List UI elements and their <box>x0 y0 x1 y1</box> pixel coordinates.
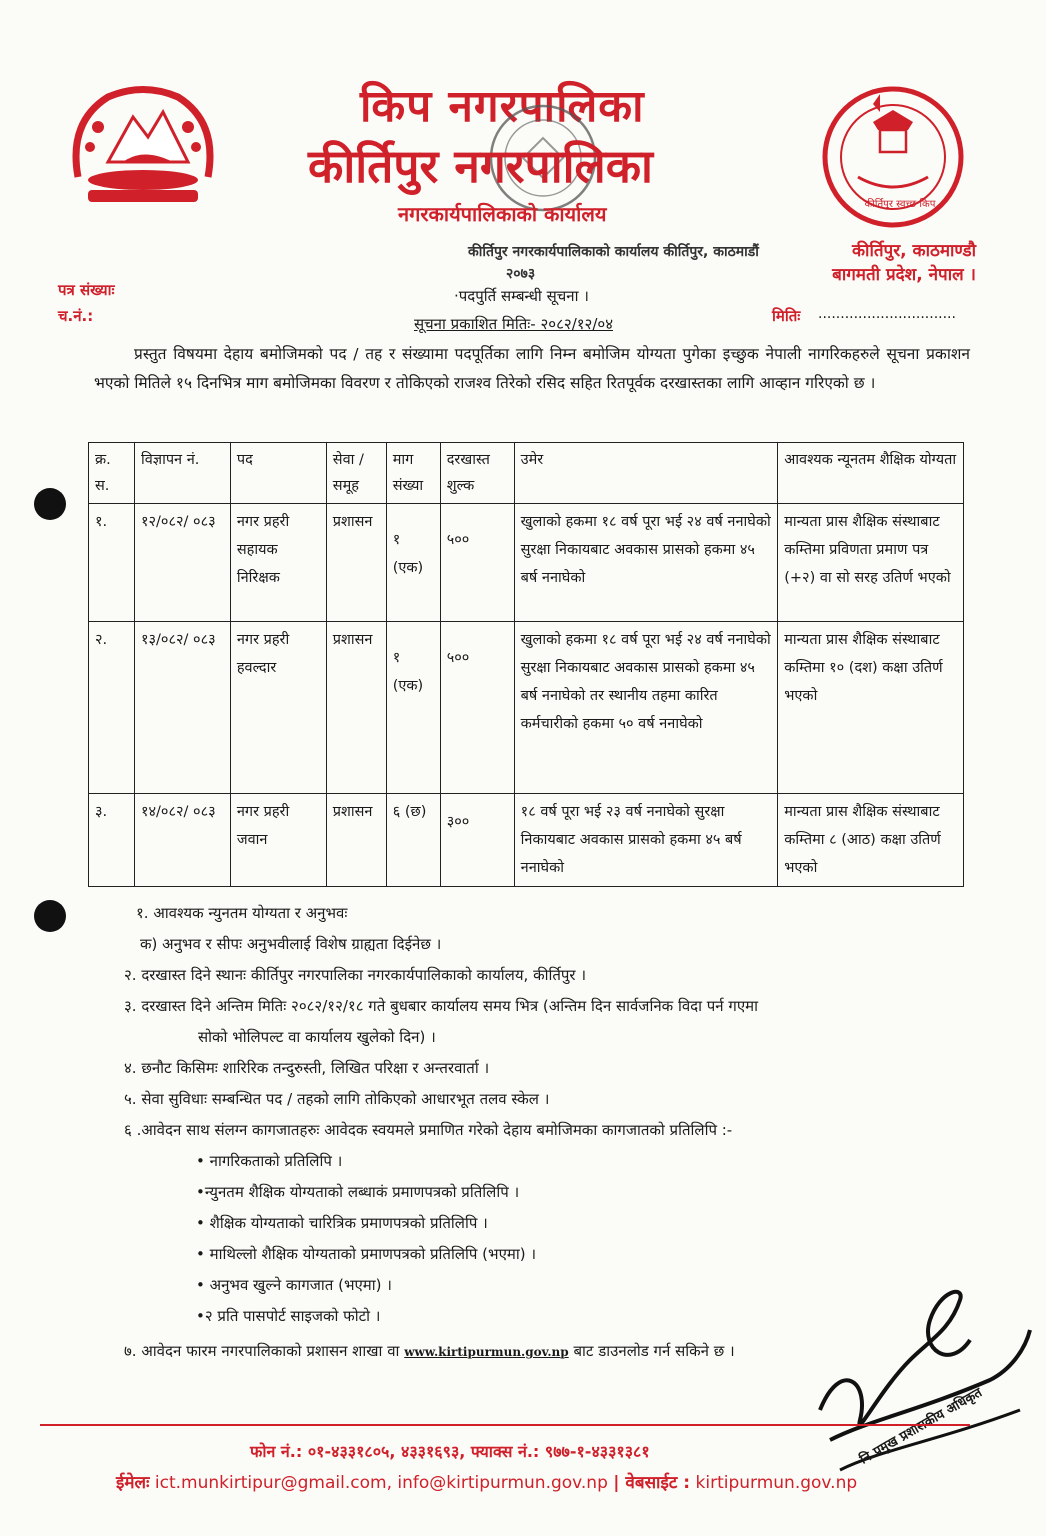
footer-phone: फोन नं.: ०१-४३३१८०५, ४३३१६९३, फ्याक्स नं.: ९७७-१-४३३१३८१ <box>250 1442 650 1461</box>
address-line-2: बागमती प्रदेश, नेपाल । <box>832 265 976 285</box>
letter-number-label: पत्र संख्याः <box>58 281 115 299</box>
address-line-1: कीर्तिपुर, काठमाण्डौ <box>851 241 976 261</box>
qualification-cell: मान्यता प्रास शैक्षिक संस्थाबाट कम्तिमा प्रविणता प्रमाण पत्र (+२) वा सो सरह उतिर्ण भएको <box>778 504 964 622</box>
dispatch-number-label: च.नं.: <box>58 307 94 325</box>
punch-hole <box>34 900 66 932</box>
doc-item: • माथिल्लो शैक्षिक योग्यताको प्रमाणपत्रको प्रतिलिपि (भएमा) । <box>196 1245 537 1263</box>
ad-number-cell: १४/०८२/ ०८३ <box>134 794 230 887</box>
note-3: ३. दरखास्त दिने अन्तिम मितिः २०८२/१२/१८ गते बुधबार कार्यालय समय भित्र (अन्तिम दिन सार्वजनिक विदा पर्न गएमा <box>124 997 758 1015</box>
doc-item: • शैक्षिक योग्यताको चारित्रिक प्रमाणपत्रको प्रतिलिपि । <box>196 1214 488 1232</box>
note-5: ५. सेवा सुविधाः सम्बन्धित पद / तहको लागि तोकिएको आधारभूत तलव स्केल । <box>124 1090 550 1108</box>
service-cell: प्रशासन <box>326 794 386 887</box>
date-label: मितिः <box>772 307 801 325</box>
post-cell: नगर प्रहरी जवान <box>230 794 326 887</box>
punch-hole <box>34 488 66 520</box>
municipality-name: कीर्तिपुर नगरपालिका <box>308 139 653 193</box>
age-cell: १८ वर्ष पूरा भई २३ वर्ष ननाघेको सुरक्षा निकायबाट अवकास प्रासको हकमा ४५ बर्ष ननाघेको <box>514 794 778 887</box>
table-header-cell: क्र. स. <box>89 443 135 504</box>
doc-item: • नागरिकताको प्रतिलिपि । <box>196 1152 343 1170</box>
age-cell: खुलाको हकमा १८ वर्ष पूरा भई २४ वर्ष ननाघेको सुरक्षा निकायबाट अवकास प्रासको हकमा ४५ बर्ष ननाघेको तर स्थानीय तहमा कारित कर्मचारीको हकमा ५० वर्ष ननाघेको <box>514 622 778 794</box>
ad-number-cell: १२/०८२/ ०८३ <box>134 504 230 622</box>
doc-item: • अनुभव खुल्ने कागजात (भएमा) । <box>196 1276 392 1294</box>
table-header-cell: सेवा / समूह <box>326 443 386 504</box>
table-header-cell: आवश्यक न्यूनतम शैक्षिक योग्यता <box>778 443 964 504</box>
table-row <box>89 622 964 794</box>
qualification-cell: मान्यता प्रास शैक्षिक संस्थाबाट कम्तिमा १० (दश) कक्षा उतिर्ण भएको <box>778 622 964 794</box>
intro-paragraph: प्रस्तुत विषयमा देहाय बमोजिमको पद / तह र संख्यामा पदपूर्तिका लागि निम्न बमोजिम योग्यता पुगेका इच्छुक नेपाली नागरिकहरुले सूचना प्रकाशन भएको मितिले १५ दिनभित्र माग बमोजिमका विवरण र तोकिएको राजश्व तिरेको रसिद सहित रितपूर्वक दरखास्तका लागि आव्हान गरिएको छ । <box>94 345 970 392</box>
footer-contact <box>116 1470 857 1493</box>
demand-cell: ६ (छ) <box>386 794 440 887</box>
note-6: ६ .आवेदन साथ संलग्न कागजातहरुः आवेदक स्वयमले प्रमाणित गरेको देहाय बमोजिमका कागजातको प्रतिलिपि :- <box>124 1121 733 1139</box>
note-1a: क) अनुभव र सीपः अनुभवीलाई विशेष ग्राह्यता दिईनेछ । <box>140 935 442 953</box>
serial-cell: २. <box>89 622 135 794</box>
stamp-text: कीर्तिपुर नगरकार्यपालिकाको कार्यालय कीर्तिपुर, काठमाडौं <box>468 244 759 260</box>
email-label: ईमेलः <box>116 1473 150 1493</box>
website-label: | वेबसाईट : <box>613 1473 691 1493</box>
fee-cell: ३०० <box>440 794 514 887</box>
serial-cell: ३. <box>89 794 135 887</box>
post-cell: नगर प्रहरी हवल्दार <box>230 622 326 794</box>
office-name: नगरकार्यपालिकाको कार्यालय <box>398 202 607 226</box>
doc-item: •न्युनतम शैक्षिक योग्यताको लब्धाकं प्रमाणपत्रको प्रतिलिपि । <box>196 1183 520 1201</box>
notice-subject: ·पदपुर्ति सम्बन्धी सूचना । <box>454 287 589 305</box>
service-cell: प्रशासन <box>326 622 386 794</box>
table-header-cell: माग संख्या <box>386 443 440 504</box>
serial-cell: १. <box>89 504 135 622</box>
table-header-cell: दरखास्त शुल्क <box>440 443 514 504</box>
demand-cell: १ (एक) <box>386 622 440 794</box>
note-4: ४. छनौट किसिमः शारिरिक तन्दुरुस्ती, लिखित परिक्षा र अन्तरवार्ता । <box>124 1059 490 1077</box>
service-cell: प्रशासन <box>326 504 386 622</box>
ad-number-cell: १३/०८२/ ०८३ <box>134 622 230 794</box>
doc-item: •२ प्रति पासपोर्ट साइजको फोटो । <box>196 1307 381 1325</box>
right-seal-motto: कीर्तिपुर स्वच्छ किप <box>864 199 936 210</box>
table-row <box>89 504 964 622</box>
note-2: २. दरखास्त दिने स्थानः कीर्तिपुर नगरपालिका नगरकार्यपालिकाको कार्यालय, कीर्तिपुर । <box>124 966 587 984</box>
date-placeholder: ............................... <box>818 306 956 322</box>
table-header-cell: विज्ञापन नं. <box>134 443 230 504</box>
table-header-cell: पद <box>230 443 326 504</box>
footer-email[interactable]: ict.munkirtipur@gmail.com, info@kirtipurmun.gov.np <box>154 1473 608 1493</box>
table-header-row <box>89 443 964 504</box>
note-3b: सोको भोलिपल्ट वा कार्यालय खुलेको दिन) । <box>198 1028 436 1046</box>
note-7-text: ७. आवेदन फारम नगरपालिकाको प्रशासन शाखा वा <box>124 1342 400 1360</box>
table-header-cell: उमेर <box>514 443 778 504</box>
stamp-year: २०७३ <box>506 266 536 282</box>
table-row <box>89 794 964 887</box>
demand-cell: १ (एक) <box>386 504 440 622</box>
vacancy-table <box>88 442 964 887</box>
footer-divider <box>40 1424 970 1426</box>
fee-cell: ५०० <box>440 622 514 794</box>
website-link[interactable]: www.kirtipurmun.gov.np <box>404 1345 569 1359</box>
note-7-text-end: बाट डाउनलोड गर्न सकिने छ । <box>573 1342 735 1360</box>
footer-website[interactable]: kirtipurmun.gov.np <box>695 1473 858 1493</box>
age-cell: खुलाको हकमा १८ वर्ष पूरा भई २४ वर्ष ननाघेको सुरक्षा निकायबाट अवकास प्रासको हकमा ४५ बर्ष ननाघेको <box>514 504 778 622</box>
municipality-slogan-title: किप नगरपालिका <box>360 81 645 132</box>
post-cell: नगर प्रहरी सहायक निरिक्षक <box>230 504 326 622</box>
nepal-emblem-icon <box>68 82 218 212</box>
published-date: सूचना प्रकाशित मितिः- २०८२/१२/०४ <box>414 315 613 333</box>
fee-cell: ५०० <box>440 504 514 622</box>
signature-designation: नि.प्रमुख प्रशासकीय अधिकृत <box>857 1385 985 1468</box>
note-1: १. आवश्यक न्युनतम योग्यता र अनुभवः <box>136 904 348 922</box>
qualification-cell: मान्यता प्रास शैक्षिक संस्थाबाट कम्तिमा ८ (आठ) कक्षा उतिर्ण भएको <box>778 794 964 887</box>
